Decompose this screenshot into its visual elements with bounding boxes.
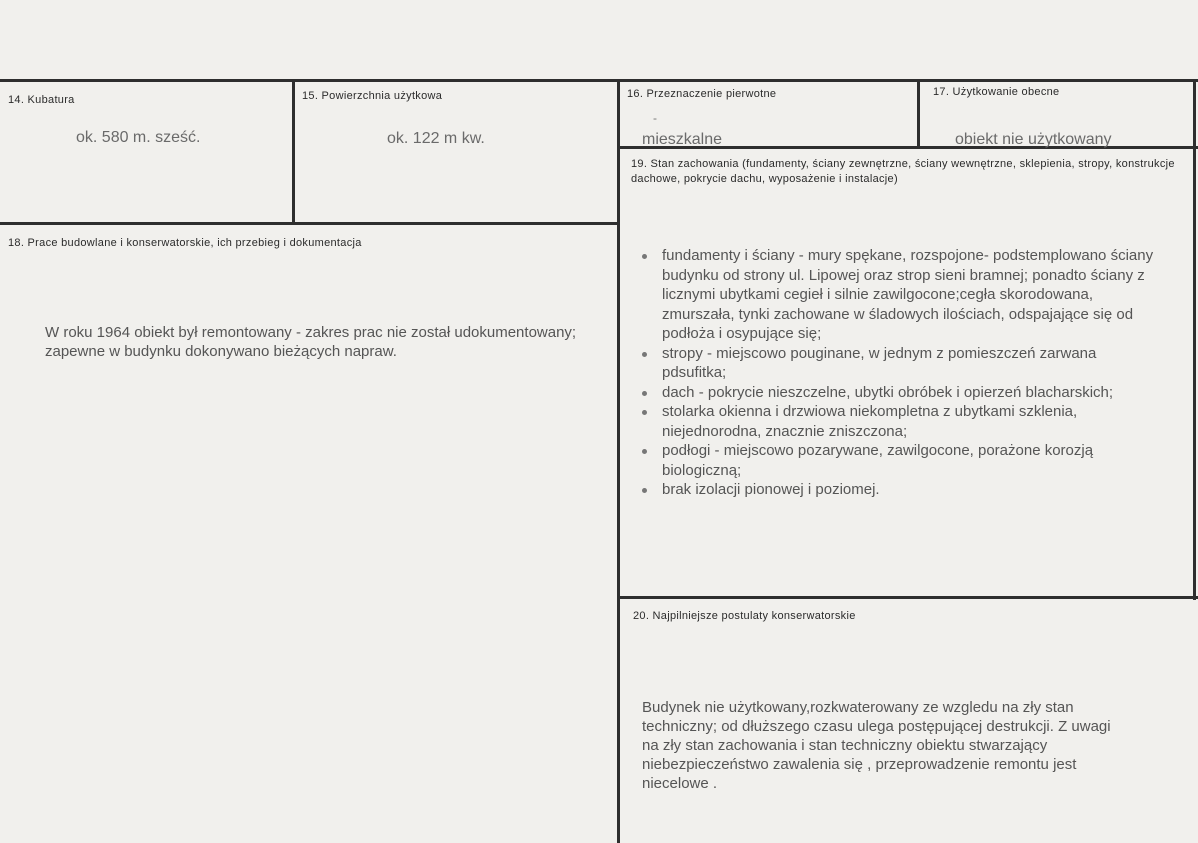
kubatura-label: 14. Kubatura: [8, 94, 75, 106]
uzytkowanie-label: 17. Użytkowanie obecne: [933, 86, 1060, 98]
divider-row-1-left: [0, 222, 619, 225]
stan-item-izolacja: brak izolacji pionowej i poziomej.: [639, 480, 1159, 500]
divider-16-17: [917, 80, 920, 148]
divider-left-right: [617, 80, 620, 843]
stan-item-fundamenty: fundamenty i ściany - mury spękane, rozspojone- podstemplowano ściany budynku od strony ul. Lipowej oraz strop sieni bramnej; ponadto ściany z licznymi ubytkami cegieł i silnie zawilgocone;cegła skorodowana, zmurszała, tynki zachowane w śladowych ilościach, odspajające się od podłoża i osypujące się;: [639, 246, 1159, 344]
prace-label: 18. Prace budowlane i konserwatorskie, ich przebieg i dokumentacja: [8, 237, 362, 249]
kubatura-value: ok. 580 m. sześć.: [76, 129, 201, 146]
przeznaczenie-value: mieszkalne: [642, 131, 723, 148]
postulaty-text: Budynek nie użytkowany,rozkwaterowany ze wzgledu na zły stan techniczny; od dłuższego czasu ulega postępującej destrukcji. Z uwagi na zły stan zachowania i stan techniczny obiektu stwarzający niebezpieczeństwo zawalenia się , przeprowadzenie remontu jest niecelowe .: [642, 699, 1111, 792]
right-border-line: [1193, 80, 1196, 600]
stan-list: [639, 246, 1159, 500]
uzytkowanie-value: obiekt nie użytkowany: [955, 131, 1112, 148]
stan-item-stropy: stropy - miejscowo pouginane, w jednym z pomieszczeń zarwana pdsufitka;: [639, 344, 1159, 383]
divider-14-15: [292, 80, 295, 224]
prace-text: W roku 1964 obiekt był remontowany - zakres prac nie został udokumentowany; zapewne w budynku dokonywano bieżących napraw.: [45, 324, 577, 360]
divider-19-20: [619, 596, 1198, 599]
postulaty-label: 20. Najpilniejsze postulaty konserwatorskie: [633, 610, 856, 622]
stan-item-podlogi: podłogi - miejscowo pozarywane, zawilgocone, porażone korozją biologiczną;: [639, 441, 1159, 480]
stan-item-stolarka: stolarka okienna i drzwiowa niekompletna z ubytkami szklenia, niejednorodna, znacznie zniszczona;: [639, 402, 1159, 441]
powierzchnia-label: 15. Powierzchnia użytkowa: [302, 90, 443, 102]
powierzchnia-value: ok. 122 m kw.: [387, 130, 485, 147]
top-border-line: [0, 79, 1198, 82]
stan-item-dach: dach - pokrycie nieszczelne, ubytki obróbek i opierzeń blacharskich;: [639, 383, 1159, 403]
przeznaczenie-dash: -: [653, 111, 657, 125]
stan-label: 19. Stan zachowania (fundamenty, ściany zewnętrzne, ściany wewnętrzne, sklepienia, stropy, konstrukcje dachowe, pokrycie dachu, wyposażenie i instalacje): [631, 158, 1175, 185]
przeznaczenie-label: 16. Przeznaczenie pierwotne: [627, 88, 777, 100]
